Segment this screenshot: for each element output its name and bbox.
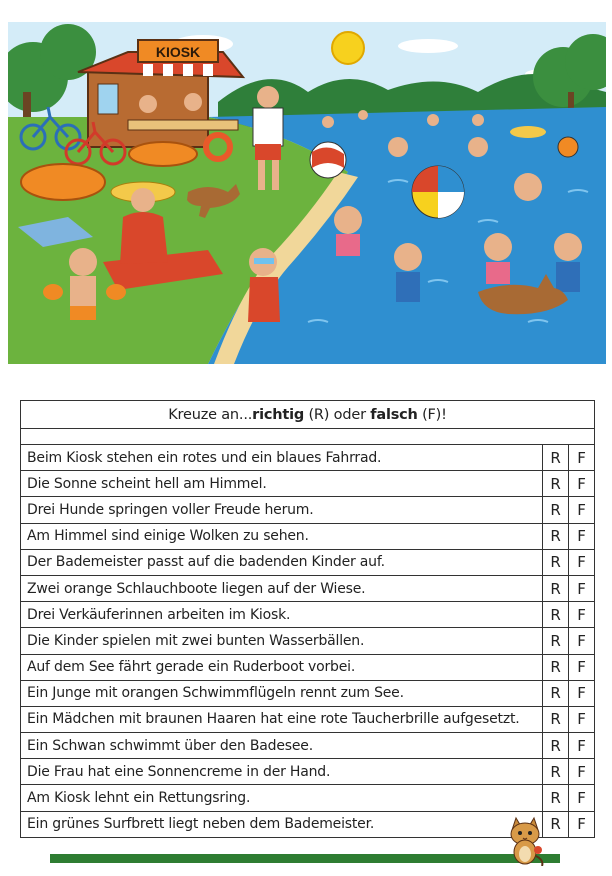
- checkbox-richtig[interactable]: R: [543, 811, 569, 837]
- checkbox-falsch[interactable]: F: [569, 628, 595, 654]
- statement-row: [21, 445, 595, 471]
- statement-row: [21, 733, 595, 759]
- checkbox-richtig[interactable]: R: [543, 785, 569, 811]
- statement-text: Ein Junge mit orangen Schwimmflügeln rennt zum See.: [21, 680, 543, 706]
- checkbox-falsch[interactable]: F: [569, 706, 595, 732]
- statement-row: [21, 549, 595, 575]
- checkbox-richtig[interactable]: R: [543, 445, 569, 471]
- checkbox-richtig[interactable]: R: [543, 680, 569, 706]
- statement-text: Der Bademeister passt auf die badenden Kinder auf.: [21, 549, 543, 575]
- worksheet-instruction: Kreuze an...richtig (R) oder falsch (F)!: [21, 401, 595, 429]
- checkbox-falsch[interactable]: F: [569, 523, 595, 549]
- statement-text: Drei Hunde springen voller Freude herum.: [21, 497, 543, 523]
- checkbox-falsch[interactable]: F: [569, 549, 595, 575]
- statement-text: Drei Verkäuferinnen arbeiten im Kiosk.: [21, 602, 543, 628]
- checkbox-richtig[interactable]: R: [543, 706, 569, 732]
- statement-text: Die Sonne scheint hell am Himmel.: [21, 471, 543, 497]
- statement-text: Auf dem See fährt gerade ein Ruderboot vorbei.: [21, 654, 543, 680]
- checkbox-falsch[interactable]: F: [569, 785, 595, 811]
- statement-text: Ein Schwan schwimmt über den Badesee.: [21, 733, 543, 759]
- statement-row: [21, 680, 595, 706]
- checkbox-falsch[interactable]: F: [569, 471, 595, 497]
- checkbox-falsch[interactable]: F: [569, 445, 595, 471]
- statement-text: Zwei orange Schlauchboote liegen auf der Wiese.: [21, 575, 543, 601]
- statement-row: [21, 602, 595, 628]
- checkbox-falsch[interactable]: F: [569, 602, 595, 628]
- checkbox-richtig[interactable]: R: [543, 759, 569, 785]
- checkbox-richtig[interactable]: R: [543, 497, 569, 523]
- statement-text: Die Kinder spielen mit zwei bunten Wasserbällen.: [21, 628, 543, 654]
- checkbox-richtig[interactable]: R: [543, 471, 569, 497]
- checkbox-richtig[interactable]: R: [543, 602, 569, 628]
- statement-text: Ein Mädchen mit braunen Haaren hat eine rote Taucherbrille aufgesetzt.: [21, 706, 543, 732]
- checkbox-richtig[interactable]: R: [543, 523, 569, 549]
- statement-row: [21, 628, 595, 654]
- statement-text: Beim Kiosk stehen ein rotes und ein blaues Fahrrad.: [21, 445, 543, 471]
- footer-divider: [50, 854, 560, 863]
- statement-row: [21, 654, 595, 680]
- statement-row: [21, 523, 595, 549]
- statement-row: [21, 759, 595, 785]
- statement-text: Ein grünes Surfbrett liegt neben dem Bademeister.: [21, 811, 543, 837]
- checkbox-falsch[interactable]: F: [569, 680, 595, 706]
- checkbox-falsch[interactable]: F: [569, 497, 595, 523]
- beach-ball-icon: [310, 142, 346, 178]
- statement-row: [21, 575, 595, 601]
- checkbox-falsch[interactable]: F: [569, 575, 595, 601]
- beach-ball-icon: [412, 166, 464, 218]
- kiosk-sign: KIOSK: [155, 44, 201, 60]
- checkbox-richtig[interactable]: R: [543, 575, 569, 601]
- statement-text: Am Himmel sind einige Wolken zu sehen.: [21, 523, 543, 549]
- statement-text: Am Kiosk lehnt ein Rettungsring.: [21, 785, 543, 811]
- cat-mascot-icon: [502, 816, 548, 866]
- instruction-false-word: falsch: [370, 406, 418, 423]
- spacer-row: [21, 429, 595, 445]
- sun-icon: [332, 32, 364, 64]
- checkbox-falsch[interactable]: F: [569, 811, 595, 837]
- lake-scene-illustration: [8, 22, 606, 364]
- checkbox-falsch[interactable]: F: [569, 733, 595, 759]
- true-false-worksheet: [20, 400, 595, 838]
- statement-row: [21, 471, 595, 497]
- checkbox-richtig[interactable]: R: [543, 628, 569, 654]
- checkbox-richtig[interactable]: R: [543, 654, 569, 680]
- statement-row: [21, 706, 595, 732]
- statement-row: [21, 785, 595, 811]
- checkbox-falsch[interactable]: F: [569, 654, 595, 680]
- checkbox-richtig[interactable]: R: [543, 733, 569, 759]
- checkbox-richtig[interactable]: R: [543, 549, 569, 575]
- statement-text: Die Frau hat eine Sonnencreme in der Hand.: [21, 759, 543, 785]
- checkbox-falsch[interactable]: F: [569, 759, 595, 785]
- instruction-true-word: richtig: [252, 406, 305, 423]
- statement-row: [21, 497, 595, 523]
